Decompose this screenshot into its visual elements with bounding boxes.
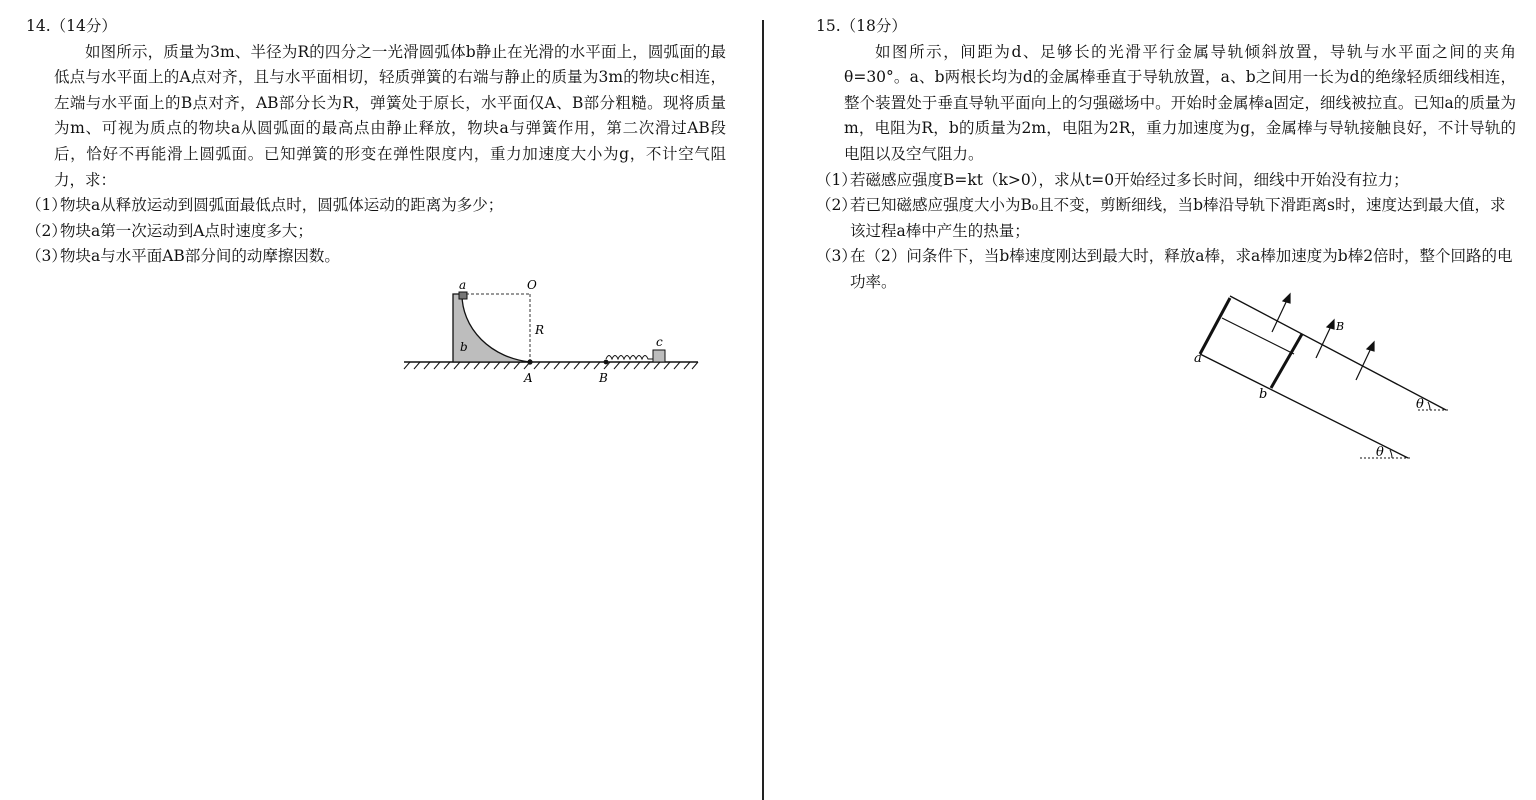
problem-15-number: 15.（18分） [816,17,907,35]
block-a [459,292,467,299]
question-text: 在（2）问条件下，当b棒速度刚达到最大时，释放a棒，求a棒加速度为b棒2倍时，整个回路的电功率。 [850,247,1513,291]
label-c: c [656,335,663,349]
question-text: 物块a第一次运动到A点时速度多大； [60,221,313,240]
label-B: B [1336,320,1345,333]
problem-14-question-1 [26,193,726,219]
block-c [653,350,665,362]
label-O: O [527,278,537,292]
problem-15-stem: 如图所示，间距为d、足够长的光滑平行金属导轨倾斜放置，导轨与水平面之间的夹角θ=30°。a、b两根长均为d的金属棒垂直于导轨放置，a、b之间用一长为d的绝缘轻质细线相连，整个装置处于垂直导轨平面向上的匀强磁场中。开始时金属棒a固定，细线被拉直。已知a的质量为m，电阻为R，b的质量为2m，电阻为2R，重力加速度为g，金属棒与导轨接触良好，不计导轨的电阻以及空气阻力。 [844,42,1516,163]
rail-lower [1200,354,1408,458]
problem-15-figure [1180,284,1460,464]
angle-arc-lower [1390,450,1392,458]
question-mark: （1） [816,170,857,189]
question-mark: （2） [816,196,857,215]
problem-14 [26,14,726,270]
problem-15-question-1 [816,168,1516,194]
question-text: 物块a与水平面AB部分间的动摩擦因数。 [60,247,340,266]
question-mark: （1） [26,196,67,215]
question-mark: （3） [26,247,67,266]
label-A: A [524,371,533,385]
problem-14-question-2 [26,219,726,245]
problem-14-question-3 [26,244,726,270]
label-a: a [459,278,467,292]
label-B: B [599,371,608,385]
question-mark: （3） [816,247,857,266]
angle-arc-upper [1428,402,1430,410]
problem-15 [816,14,1516,296]
question-text: 若磁感应强度B=kt（k>0），求从t=0开始经过多长时间，细线中开始没有拉力； [850,170,1409,189]
rod-a [1200,298,1230,354]
point-B [604,360,609,365]
problem-14-stem: 如图所示，质量为3m、半径为R的四分之一光滑圆弧体b静止在光滑的水平面上，圆弧面的最低点与水平面上的A点对齐，且与水平面相切，轻质弹簧的右端与静止的质量为3m的物块c相连，左端与水平面上的B点对齐，AB部分长为R，弹簧处于原长，水平面仅A、B部分粗糙。现将质量为m、可视为质点的物块a从圆弧面的最高点由静止释放，物块a与弹簧作用，第二次滑过AB段后，恰好不再能滑上圆弧面。已知弹簧的形变在弹性限度内，重力加速度大小为g，不计空气阻力，求： [54,42,726,189]
label-R: R [535,323,545,337]
label-theta-upper: θ [1416,397,1424,412]
spring [606,356,653,360]
label-b: b [1259,387,1268,402]
problem-15-question-2 [816,193,1516,244]
label-b: b [460,340,468,354]
rod-b [1271,334,1302,388]
ground-hatching [404,362,698,369]
column-divider [762,20,764,800]
question-text: 若已知磁感应强度大小为B₀且不变，剪断细线，当b棒沿导轨下滑距离s时，速度达到最大值，求该过程a棒中产生的热量； [850,196,1506,240]
label-a: a [1194,351,1202,366]
field-arrows [1272,294,1374,380]
question-text: 物块a从释放运动到圆弧面最低点时，圆弧体运动的距离为多少； [60,196,504,215]
question-mark: （2） [26,221,67,240]
point-A [527,359,532,364]
label-theta-lower: θ [1376,445,1384,460]
problem-14-number: 14.（14分） [26,17,117,35]
problem-14-figure [400,276,710,388]
